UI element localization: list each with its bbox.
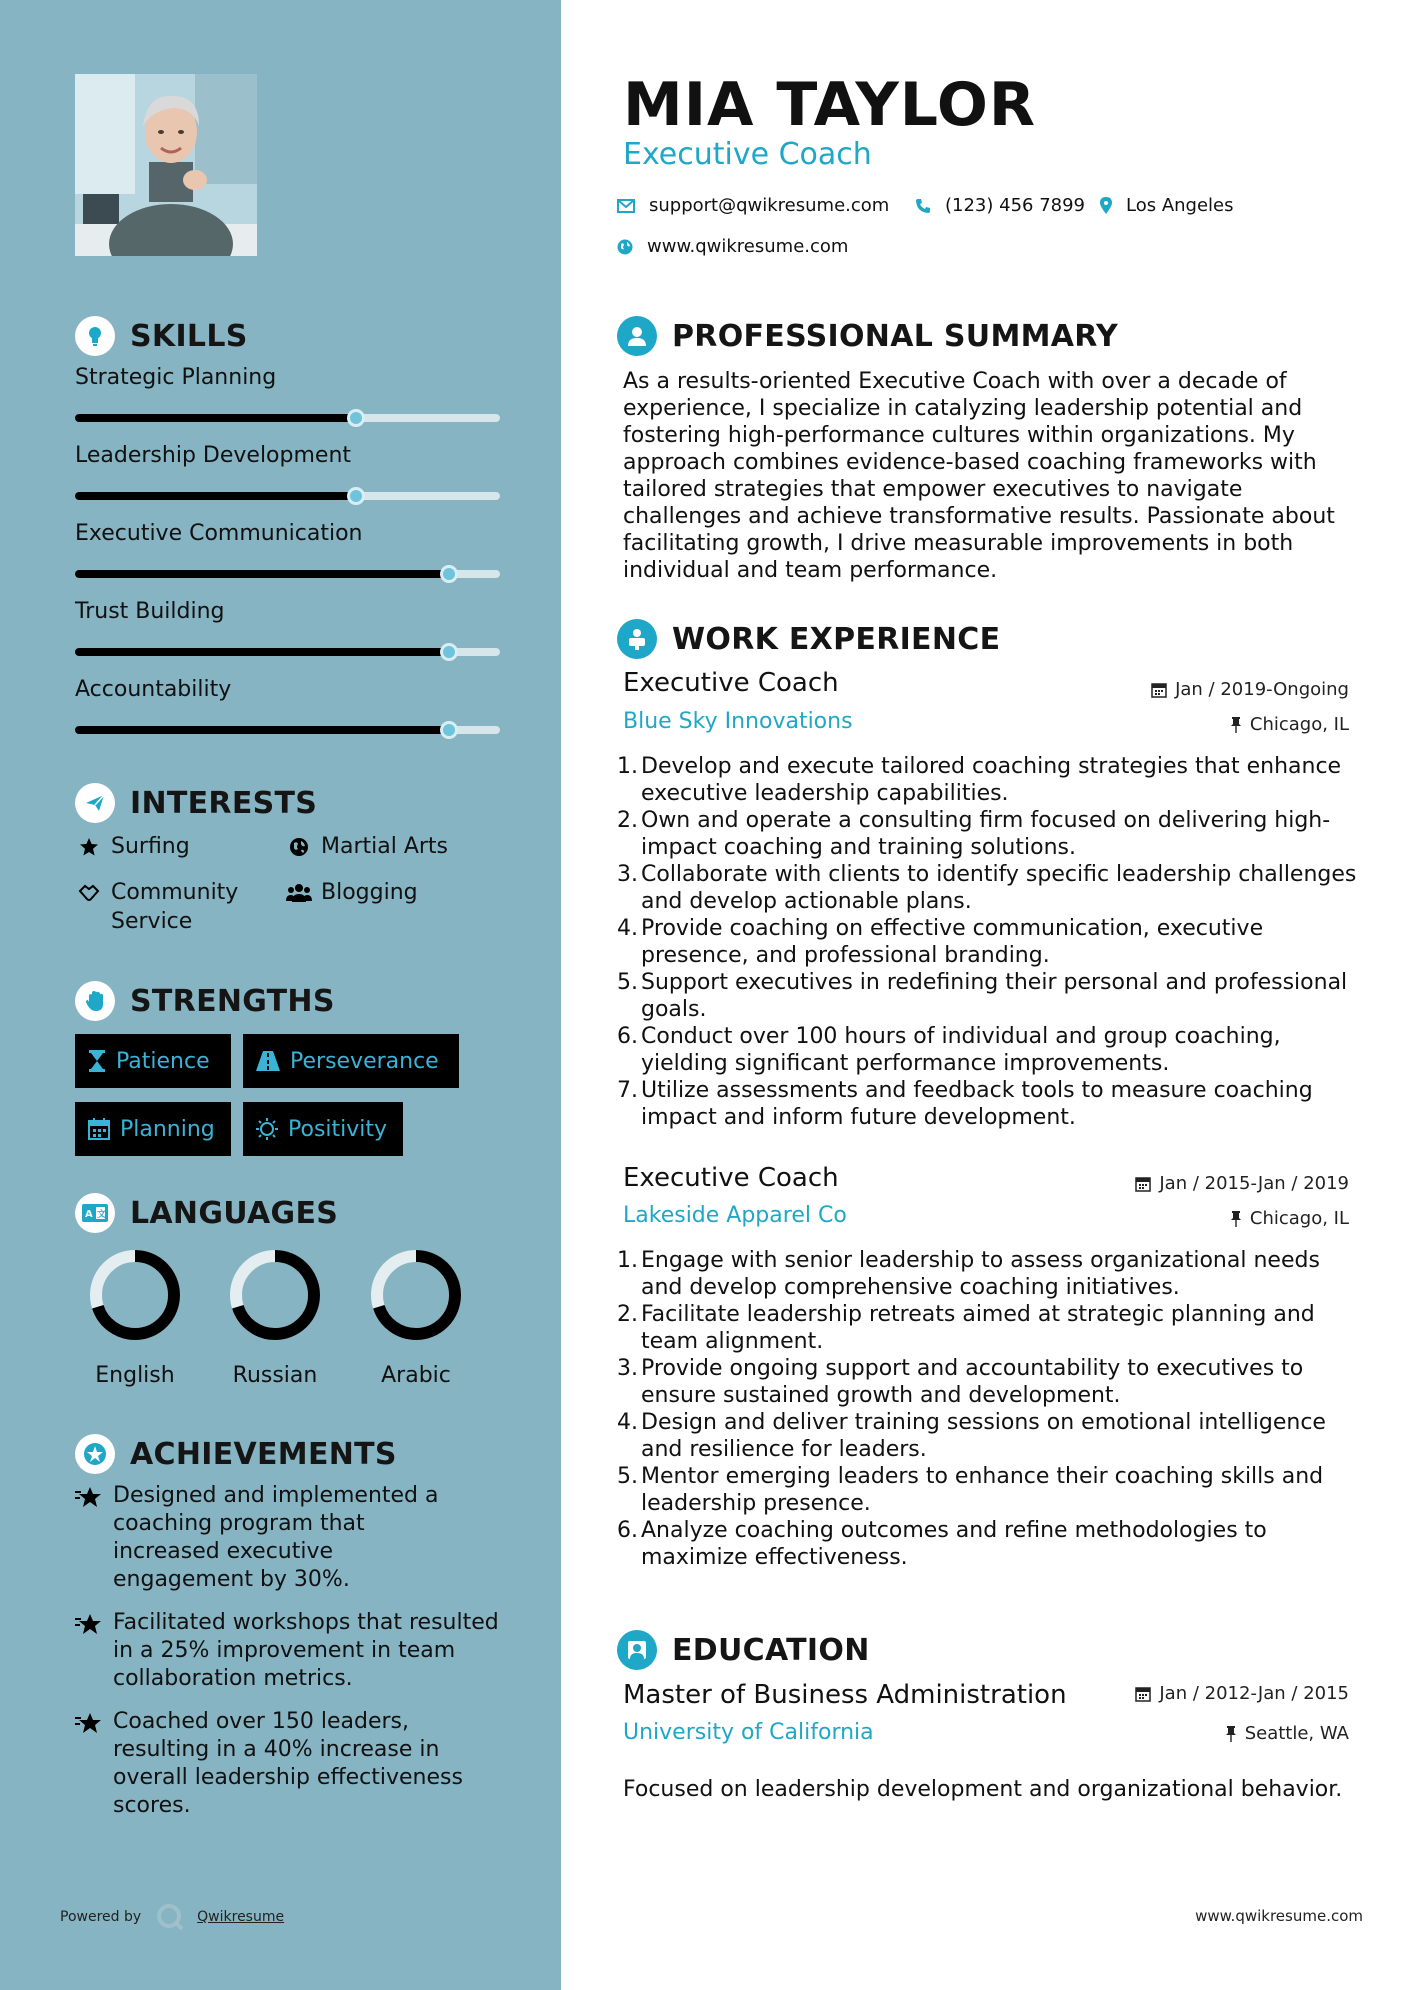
lightbulb-icon — [75, 316, 115, 356]
experience-heading — [617, 619, 1000, 659]
sidebar — [0, 0, 561, 1990]
map-pin-icon — [1100, 197, 1112, 215]
job-company: Blue Sky Innovations — [623, 709, 853, 734]
education-dates-text: Jan / 2012-Jan / 2015 — [1159, 1683, 1349, 1704]
skills-title: SKILLS — [130, 318, 248, 354]
duty-text: Engage with senior leadership to assess organizational needs and develop comprehensive coaching initiatives. — [641, 1248, 1320, 1300]
job-location-text: Chicago, IL — [1249, 714, 1349, 735]
footer-website[interactable]: www.qwikresume.com — [1195, 1907, 1363, 1925]
calendar-icon — [1135, 1176, 1151, 1192]
education-location-text: Seattle, WA — [1244, 1723, 1349, 1744]
interest-label: Martial Arts — [321, 834, 449, 859]
job-location-text: Chicago, IL — [1249, 1208, 1349, 1229]
globe-icon — [617, 239, 633, 255]
duty-text: Conduct over 100 hours of individual and group coaching, yielding significant performance improvements. — [641, 1024, 1281, 1076]
job-location — [1230, 714, 1349, 735]
interest-item — [285, 832, 448, 861]
education-heading — [617, 1630, 870, 1670]
interests-title: INTERESTS — [130, 785, 318, 821]
globe-icon — [285, 832, 313, 857]
strength-label: Positivity — [288, 1116, 388, 1142]
language-item — [75, 1245, 195, 1388]
star-trophy-icon — [75, 1482, 113, 1594]
achievements-heading — [75, 1434, 397, 1474]
contact-location — [1100, 195, 1234, 216]
school-name: University of California — [623, 1720, 874, 1745]
calendar-icon — [88, 1118, 110, 1140]
skill-bar-knob — [440, 721, 458, 739]
contact-phone[interactable] — [915, 195, 1085, 216]
strength-tag — [75, 1034, 231, 1088]
pushpin-icon — [1225, 1726, 1237, 1742]
interest-label: Blogging — [321, 880, 418, 905]
summary-heading — [617, 316, 1118, 356]
achievement-item — [75, 1609, 505, 1693]
duty-item: 7. Utilize assessments and feedback tools to measure coaching impact and inform future development. — [617, 1077, 1357, 1131]
language-item — [356, 1245, 476, 1388]
language-label: Arabic — [381, 1363, 451, 1388]
skill-bar-knob — [347, 409, 365, 427]
skill-bar-fill — [75, 414, 356, 422]
svg-text:A: A — [85, 1209, 93, 1220]
skill-item — [75, 599, 500, 624]
svg-text:文: 文 — [97, 1210, 107, 1220]
skill-label: Leadership Development — [75, 443, 352, 468]
duty-text: Utilize assessments and feedback tools to measure coaching impact and inform future development. — [641, 1078, 1313, 1130]
calendar-icon — [1151, 682, 1167, 698]
paper-plane-icon — [75, 783, 115, 823]
summary-title: PROFESSIONAL SUMMARY — [672, 318, 1119, 354]
hand-icon — [75, 981, 115, 1021]
envelope-icon — [617, 199, 635, 213]
job-duties — [617, 753, 1357, 1131]
duty-text: Provide ongoing support and accountability to executives to ensure sustained growth and development. — [641, 1356, 1304, 1408]
skill-bar — [75, 492, 500, 500]
achievement-item — [75, 1482, 505, 1594]
education-location — [1225, 1723, 1349, 1744]
achievement-text: Facilitated workshops that resulted in a 25% improvement in team collaboration metrics. — [113, 1610, 499, 1691]
skill-bar-knob — [440, 643, 458, 661]
translate-icon — [75, 1193, 115, 1233]
qwikresume-link[interactable]: Qwikresume — [197, 1909, 285, 1925]
job-dates-text: Jan / 2019-Ongoing — [1175, 679, 1349, 700]
language-label: Russian — [232, 1363, 318, 1388]
education-title: EDUCATION — [672, 1632, 870, 1668]
email-text: support@qwikresume.com — [649, 195, 890, 216]
strengths-title: STRENGTHS — [130, 983, 335, 1019]
contact-email[interactable] — [617, 195, 889, 216]
skill-bar-knob — [440, 565, 458, 583]
achievement-item — [75, 1708, 505, 1820]
degree-title: Master of Business Administration — [623, 1680, 1067, 1710]
job-dates-text: Jan / 2015-Jan / 2019 — [1159, 1173, 1349, 1194]
skill-bar — [75, 414, 500, 422]
language-item — [215, 1245, 335, 1388]
job-title: Executive Coach — [623, 668, 839, 698]
duty-text: Facilitate leadership retreats aimed at strategic planning and team alignment. — [641, 1302, 1315, 1354]
strength-tag — [243, 1034, 459, 1088]
achievement-text: Coached over 150 leaders, resulting in a 40% increase in overall leadership effectiveness scores. — [113, 1709, 463, 1818]
candidate-name: MIA TAYLOR — [623, 70, 1037, 140]
job-dates — [1135, 1173, 1349, 1194]
duty-text: Develop and execute tailored coaching strategies that enhance executive leadership capabilities. — [641, 754, 1342, 806]
achievements-title: ACHIEVEMENTS — [130, 1436, 397, 1472]
duty-item: 6. Conduct over 100 hours of individual and group coaching, yielding significant performance improvements. — [617, 1023, 1357, 1077]
skill-item — [75, 365, 500, 390]
skill-label: Accountability — [75, 677, 232, 702]
user-icon — [617, 316, 657, 356]
language-ring — [356, 1245, 476, 1345]
interests-heading — [75, 783, 317, 823]
duty-text: Collaborate with clients to identify specific leadership challenges and develop actionable plans. — [641, 862, 1357, 914]
duty-item: 5. Support executives in redefining their personal and professional goals. — [617, 969, 1357, 1023]
pushpin-icon — [1230, 1211, 1242, 1227]
language-ring — [215, 1245, 335, 1345]
skill-bar-fill — [75, 492, 356, 500]
skill-item — [75, 677, 500, 702]
duty-text: Support executives in redefining their personal and professional goals. — [641, 970, 1348, 1022]
interest-label: Surfing — [111, 834, 190, 859]
phone-icon — [915, 198, 931, 214]
duty-item: 4. Provide coaching on effective communication, executive presence, and professional branding. — [617, 915, 1357, 969]
handshake-icon — [75, 878, 103, 903]
graduate-icon — [617, 1630, 657, 1670]
profile-photo — [75, 74, 257, 256]
skill-bar — [75, 570, 500, 578]
pushpin-icon — [1230, 717, 1242, 733]
presentation-icon — [617, 619, 657, 659]
achievement-text: Designed and implemented a coaching program that increased executive engagement by 30%. — [113, 1483, 439, 1592]
skill-bar — [75, 648, 500, 656]
strength-label: Planning — [120, 1116, 215, 1142]
duty-item: 1. Develop and execute tailored coaching strategies that enhance executive leadership capabilities. — [617, 753, 1357, 807]
duty-item: 4. Design and deliver training sessions on emotional intelligence and resilience for leaders. — [617, 1409, 1357, 1463]
job-location — [1230, 1208, 1349, 1229]
education-dates — [1135, 1683, 1349, 1704]
duty-item: 6. Analyze coaching outcomes and refine methodologies to maximize effectiveness. — [617, 1517, 1357, 1571]
star-trophy-icon — [75, 1708, 113, 1820]
interest-item — [285, 878, 418, 907]
duty-text: Provide coaching on effective communication, executive presence, and professional branding. — [641, 916, 1264, 968]
skill-bar-fill — [75, 570, 449, 578]
powered-by-label: Powered by — [60, 1909, 142, 1925]
strength-tag — [243, 1102, 403, 1156]
experience-title: WORK EXPERIENCE — [672, 621, 1001, 657]
sun-icon — [256, 1118, 278, 1140]
star-icon — [75, 832, 103, 857]
strength-label: Perseverance — [290, 1048, 439, 1074]
interest-item — [75, 878, 275, 936]
calendar-icon — [1135, 1686, 1151, 1702]
hourglass-icon — [88, 1050, 106, 1072]
location-text: Los Angeles — [1126, 195, 1234, 216]
website-text: www.qwikresume.com — [647, 236, 849, 257]
skill-bar-knob — [347, 487, 365, 505]
job-dates — [1151, 679, 1349, 700]
skill-label: Strategic Planning — [75, 365, 277, 390]
duty-item: 3. Collaborate with clients to identify specific leadership challenges and develop actionable plans. — [617, 862, 1357, 914]
language-ring — [75, 1245, 195, 1345]
interest-item — [75, 832, 190, 861]
duty-item: 1. Engage with senior leadership to assess organizational needs and develop comprehensive coaching initiatives. — [617, 1247, 1357, 1301]
phone-text: (123) 456 7899 — [945, 195, 1086, 216]
skill-bar-fill — [75, 648, 449, 656]
duty-text: Analyze coaching outcomes and refine methodologies to maximize effectiveness. — [641, 1518, 1267, 1570]
road-icon — [256, 1051, 280, 1071]
powered-by — [60, 1902, 284, 1932]
strength-tag — [75, 1102, 231, 1156]
strengths-heading — [75, 981, 335, 1021]
skill-bar — [75, 726, 500, 734]
duty-item: 2. Facilitate leadership retreats aimed at strategic planning and team alignment. — [617, 1301, 1357, 1355]
education-description: Focused on leadership development and organizational behavior. — [623, 1777, 1343, 1802]
star-badge-icon — [75, 1434, 115, 1474]
job-duties — [617, 1247, 1357, 1571]
languages-title: LANGUAGES — [130, 1195, 339, 1231]
duty-item: 5. Mentor emerging leaders to enhance their coaching skills and leadership presence. — [617, 1463, 1357, 1517]
skill-bar-fill — [75, 726, 449, 734]
skill-item — [75, 521, 500, 546]
summary-text: As a results-oriented Executive Coach with over a decade of experience, I specialize in catalyzing leadership potential and fostering high-performance cultures within organizations. My approach combines evidence-based coaching frameworks with tailored strategies that empower executives to navigate challenges and achieve transformative results. Passionate about facilitating growth, I drive measurable improvements in both individual and team performance. — [623, 369, 1335, 583]
skill-label: Trust Building — [75, 599, 225, 624]
candidate-role: Executive Coach — [623, 137, 872, 172]
skill-item — [75, 443, 500, 468]
duty-text: Mentor emerging leaders to enhance their coaching skills and leadership presence. — [641, 1464, 1324, 1516]
job-company: Lakeside Apparel Co — [623, 1203, 847, 1228]
users-icon — [285, 878, 313, 903]
language-label: English — [95, 1363, 175, 1388]
languages-heading — [75, 1193, 338, 1233]
duty-item: 3. Provide ongoing support and accountability to executives to ensure sustained growth and development. — [617, 1355, 1357, 1409]
duty-text: Own and operate a consulting firm focused on delivering high-impact coaching and training solutions. — [641, 808, 1331, 860]
duty-item: 2. Own and operate a consulting firm focused on delivering high-impact coaching and training solutions. — [617, 807, 1357, 861]
duty-text: Design and deliver training sessions on emotional intelligence and resilience for leaders. — [641, 1410, 1326, 1462]
strength-label: Patience — [116, 1048, 210, 1074]
skills-heading — [75, 316, 248, 356]
skill-label: Executive Communication — [75, 521, 363, 546]
star-trophy-icon — [75, 1609, 113, 1693]
interest-label: Community Service — [111, 880, 239, 934]
qwikresume-logo-icon — [155, 1902, 185, 1932]
job-title: Executive Coach — [623, 1163, 839, 1193]
contact-website[interactable] — [617, 236, 848, 257]
